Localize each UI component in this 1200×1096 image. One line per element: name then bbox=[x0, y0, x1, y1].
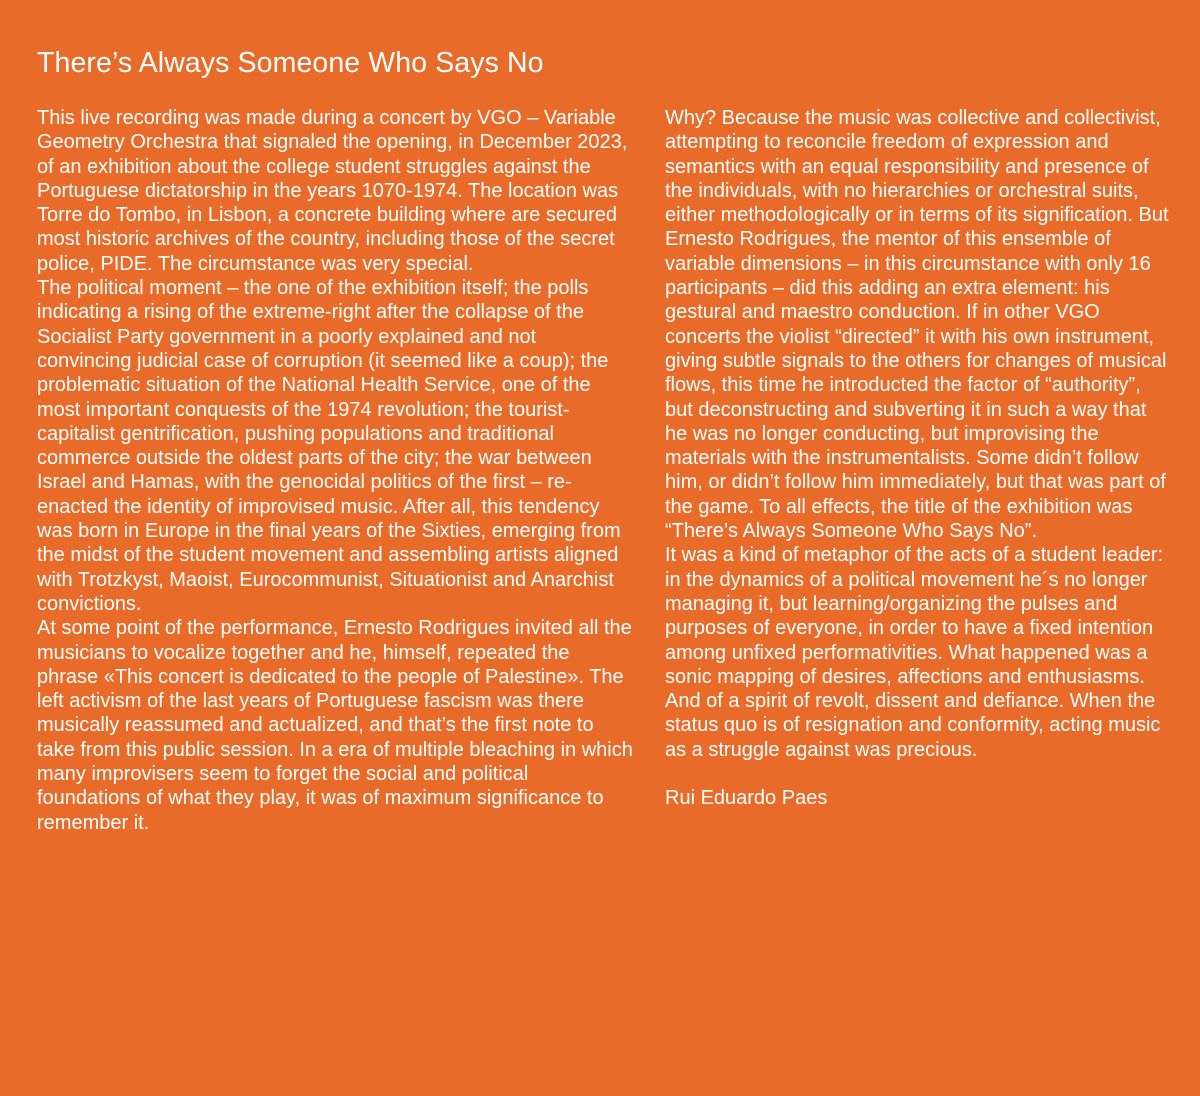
paragraph: This live recording was made during a concert by VGO – Variable Geometry Orchestra that signaled the opening, in December 2023, of an exhibition about the college student struggles against the Portuguese dictatorship in the years 1070-1974. The location was Torre do Tombo, in Lisbon, a concrete building where are secured most historic archives of the country, including those of the secret police, PIDE. The circumstance was very special. bbox=[37, 107, 628, 275]
paragraph: Why? Because the music was collective and collectivist, attempting to reconcile freedom of expression and semantics with an equal responsibility and presence of the individuals, with no hierarchies or orchestral suits, either methodologically or in terms of its signification. But Ernesto Rodrigues, the mentor of this ensemble of variable dimensions – in this circumstance with only 16 participants – did this adding an extra element: his gestural and maestro conduction. If in other VGO concerts the violist “directed” it with his own instrument, giving subtle signals to the others for changes of musical flows, this time he introducted the factor of “authority”, but deconstructing and subverting it in such a way that he was no longer conducting, but improvising the materials with the instrumentalists. Some didn’t follow him, or didn’t follow him immediately, but that was part of the game. To all effects, the title of the exhibition was “There’s Always Someone Who Says No”. bbox=[665, 107, 1169, 543]
page-title: There’s Always Someone Who Says No bbox=[37, 47, 544, 79]
paragraph: The political moment – the one of the exhibition itself; the polls indicating a rising of the extreme-right after the collapse of the Socialist Party government in a poorly explained and not convincing judicial case of corruption (it seemed like a coup); the problematic situation of the National Health Service, one of the most important conquests of the 1974 revolution; the tourist-capitalist gentrification, pushing populations and traditional commerce outside the oldest parts of the city; the war between Israel and Hamas, with the genocidal politics of the first – re-enacted the identity of improvised music. After all, this tendency was born in Europe in the final years of the Sixties, emerging from the midst of the student movement and assembling artists aligned with Trotzkyst, Maoist, Eurocommunist, Situationist and Anarchist convictions. bbox=[37, 277, 621, 615]
left-text-column bbox=[37, 106, 635, 835]
paragraph: At some point of the performance, Ernesto Rodrigues invited all the musicians to vocalize together and he, himself, repeated the phrase «This concert is dedicated to the people of Palestine». The left activism of the last years of Portuguese fascism was there musically reassumed and actualized, and that’s the first note to take from this public session. In a era of multiple bleaching in which many improvisers seem to forget the social and political foundations of what they play, it was of maximum significance to remember it. bbox=[37, 617, 633, 834]
paragraph: It was a kind of metaphor of the acts of a student leader: in the dynamics of a political movement he´s no longer managing it, but learning/organizing the pulses and purposes of everyone, in order to have a fixed intention among unfixed performativities. What happened was a sonic mapping of desires, affections and enthusiasms. And of a spirit of revolt, dissent and defiance. When the status quo is of resignation and conformity, acting music as a struggle against was precious. bbox=[665, 544, 1164, 761]
author-signature: Rui Eduardo Paes bbox=[665, 787, 828, 810]
right-text-column bbox=[665, 106, 1170, 811]
